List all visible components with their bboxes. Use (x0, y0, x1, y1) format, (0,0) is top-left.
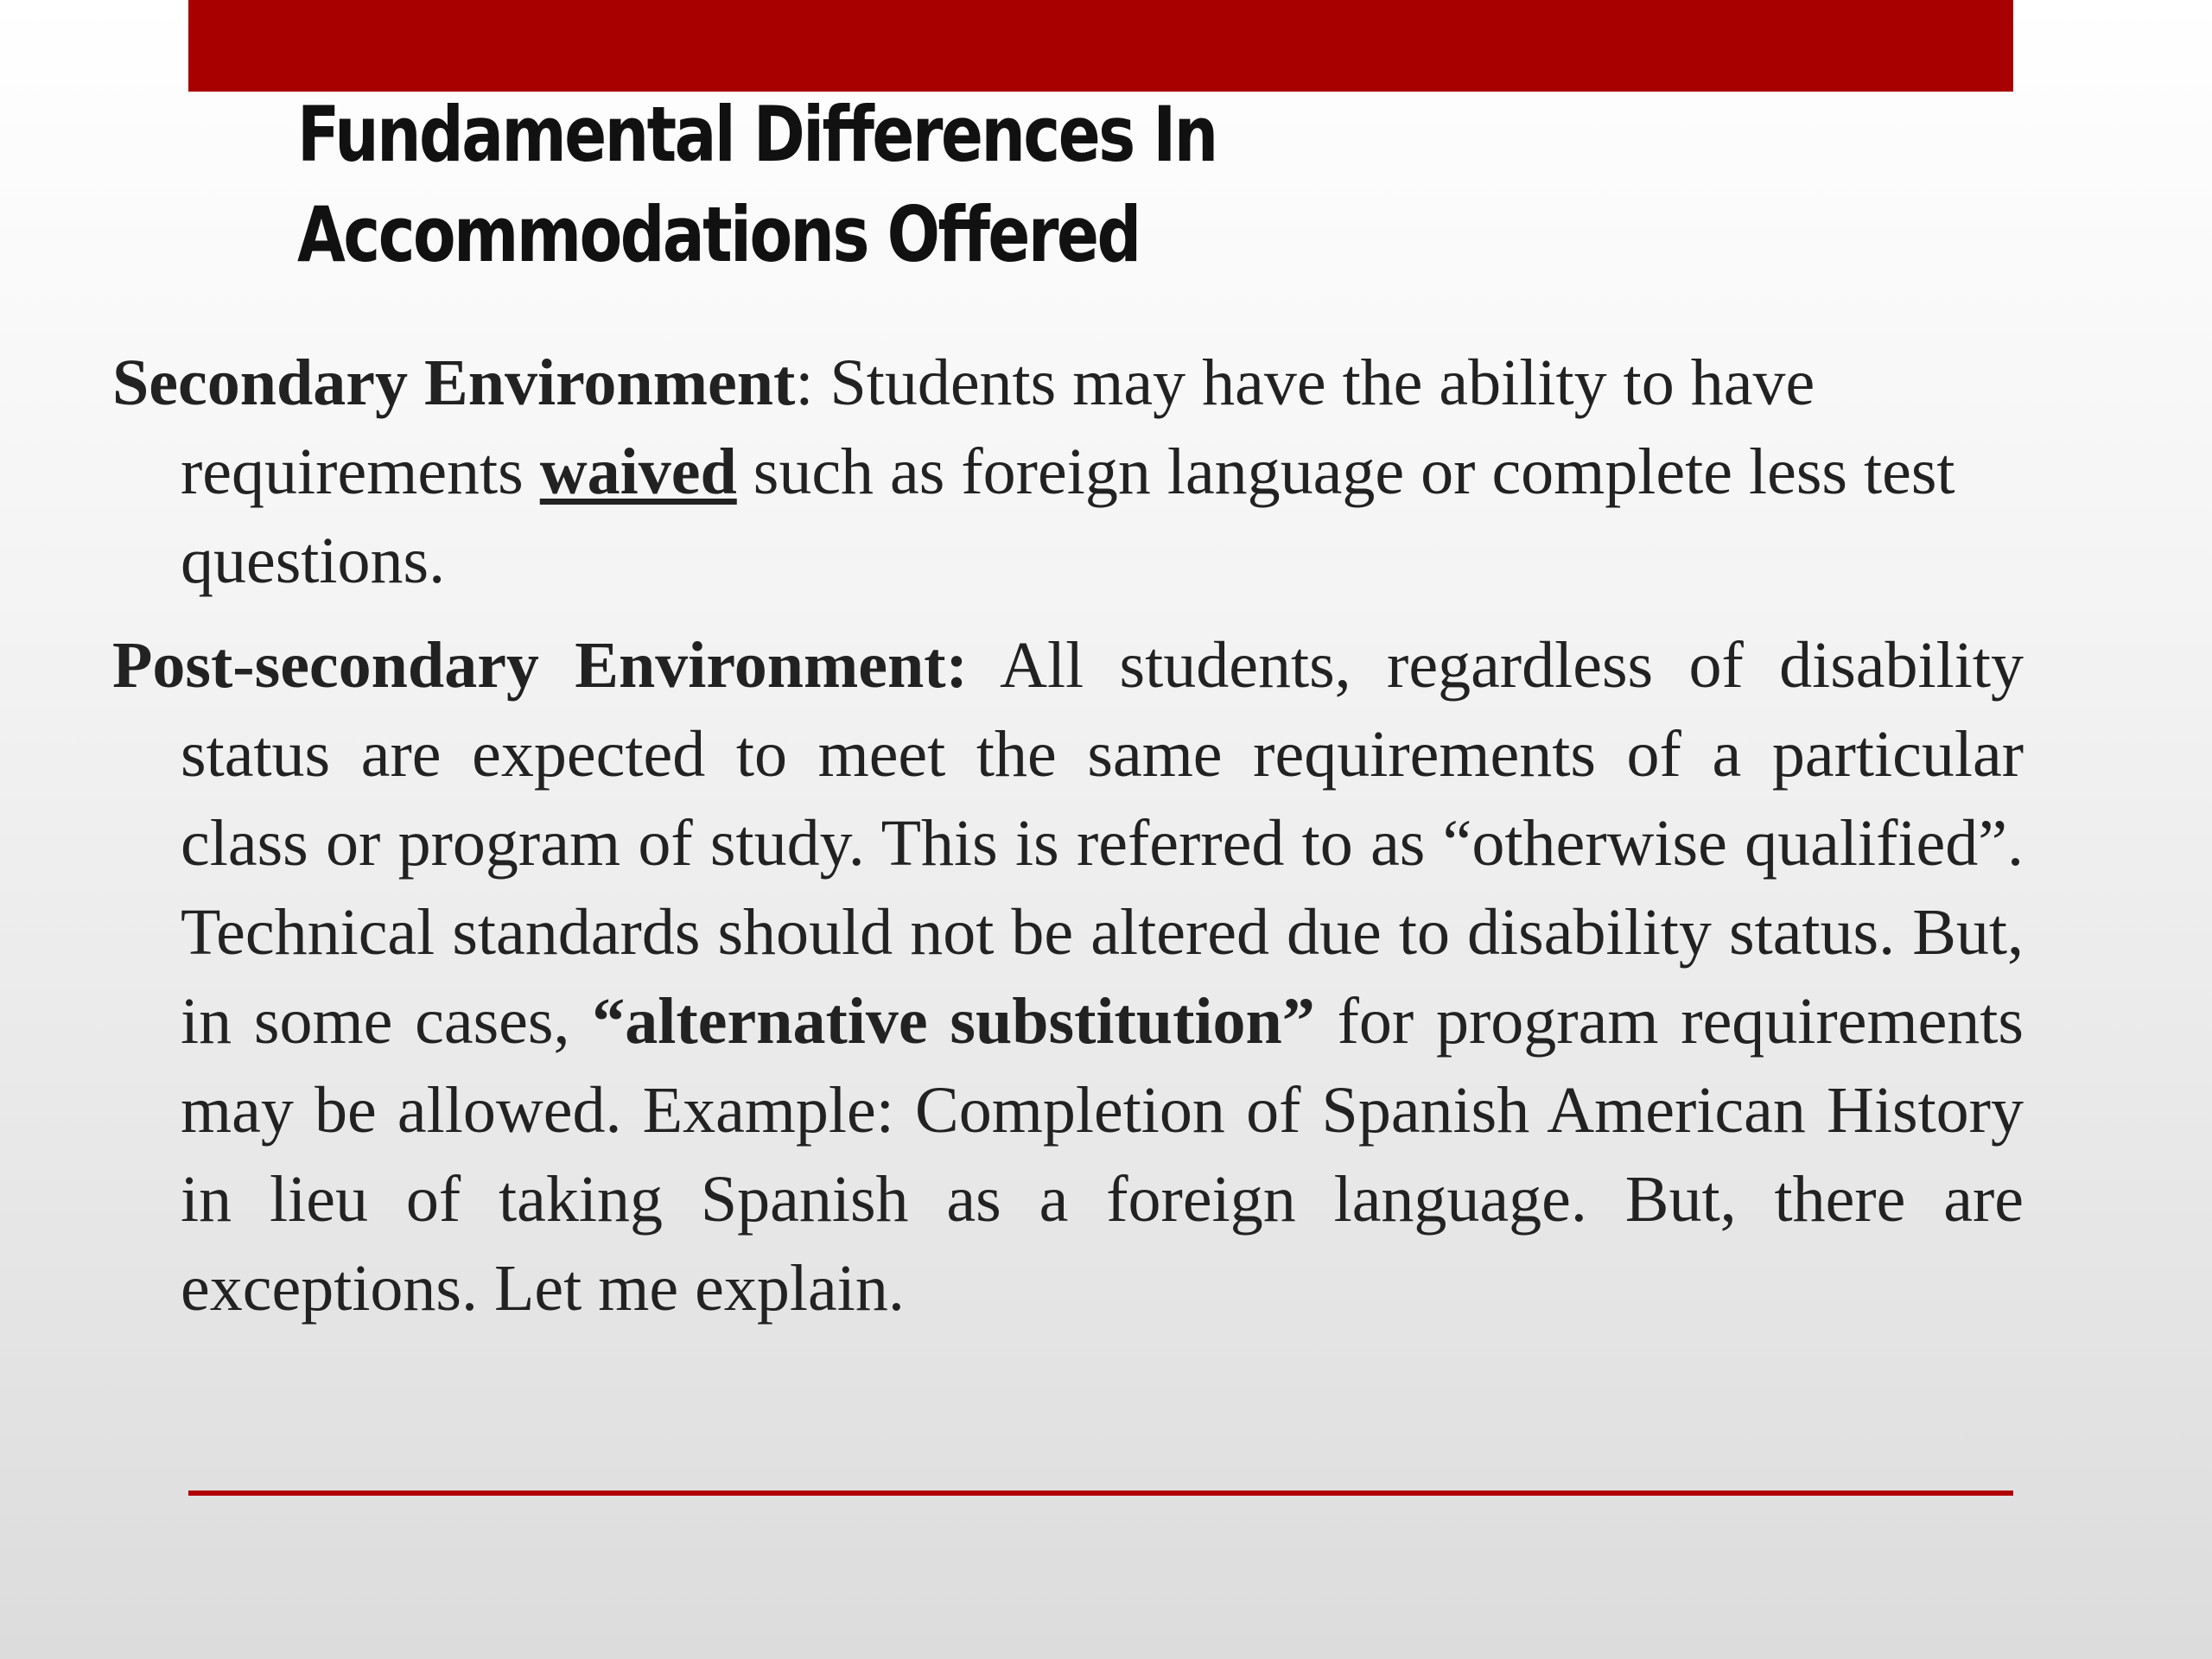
slide-body (112, 339, 2024, 1349)
postsecondary-emphasis: “alternative substitution” (592, 985, 1315, 1058)
top-accent-bar (188, 0, 2013, 92)
slide-title (297, 85, 1431, 285)
secondary-text-before: : Students may have the ability to have requirements (181, 346, 1815, 508)
postsecondary-text-after: for program requirements may be allowed. Example: Completion of Spanish American History in lieu of taking Spanish as a foreign language. But, there are exceptions. Let me explain. (181, 985, 2024, 1325)
title-line-2: Accommodations Offered (297, 190, 1140, 279)
secondary-paragraph (112, 339, 2024, 606)
title-line-1: Fundamental Differences In (297, 90, 1217, 179)
postsecondary-text-before: All students, regardless of disability status are expected to meet the same requirements of a particular class or program of study. This is referred to as “otherwise qualified”. Technical standards should not be altered due to disability status. But, in some cases, (181, 629, 2024, 1058)
secondary-emphasis: waived (539, 435, 737, 508)
secondary-text-after: such as foreign language or complete less test questions. (181, 435, 1955, 597)
postsecondary-paragraph (112, 621, 2024, 1333)
postsecondary-heading: Post-secondary Environment: (112, 629, 968, 702)
bottom-divider (188, 1491, 2013, 1496)
secondary-heading: Secondary Environment (112, 346, 796, 419)
